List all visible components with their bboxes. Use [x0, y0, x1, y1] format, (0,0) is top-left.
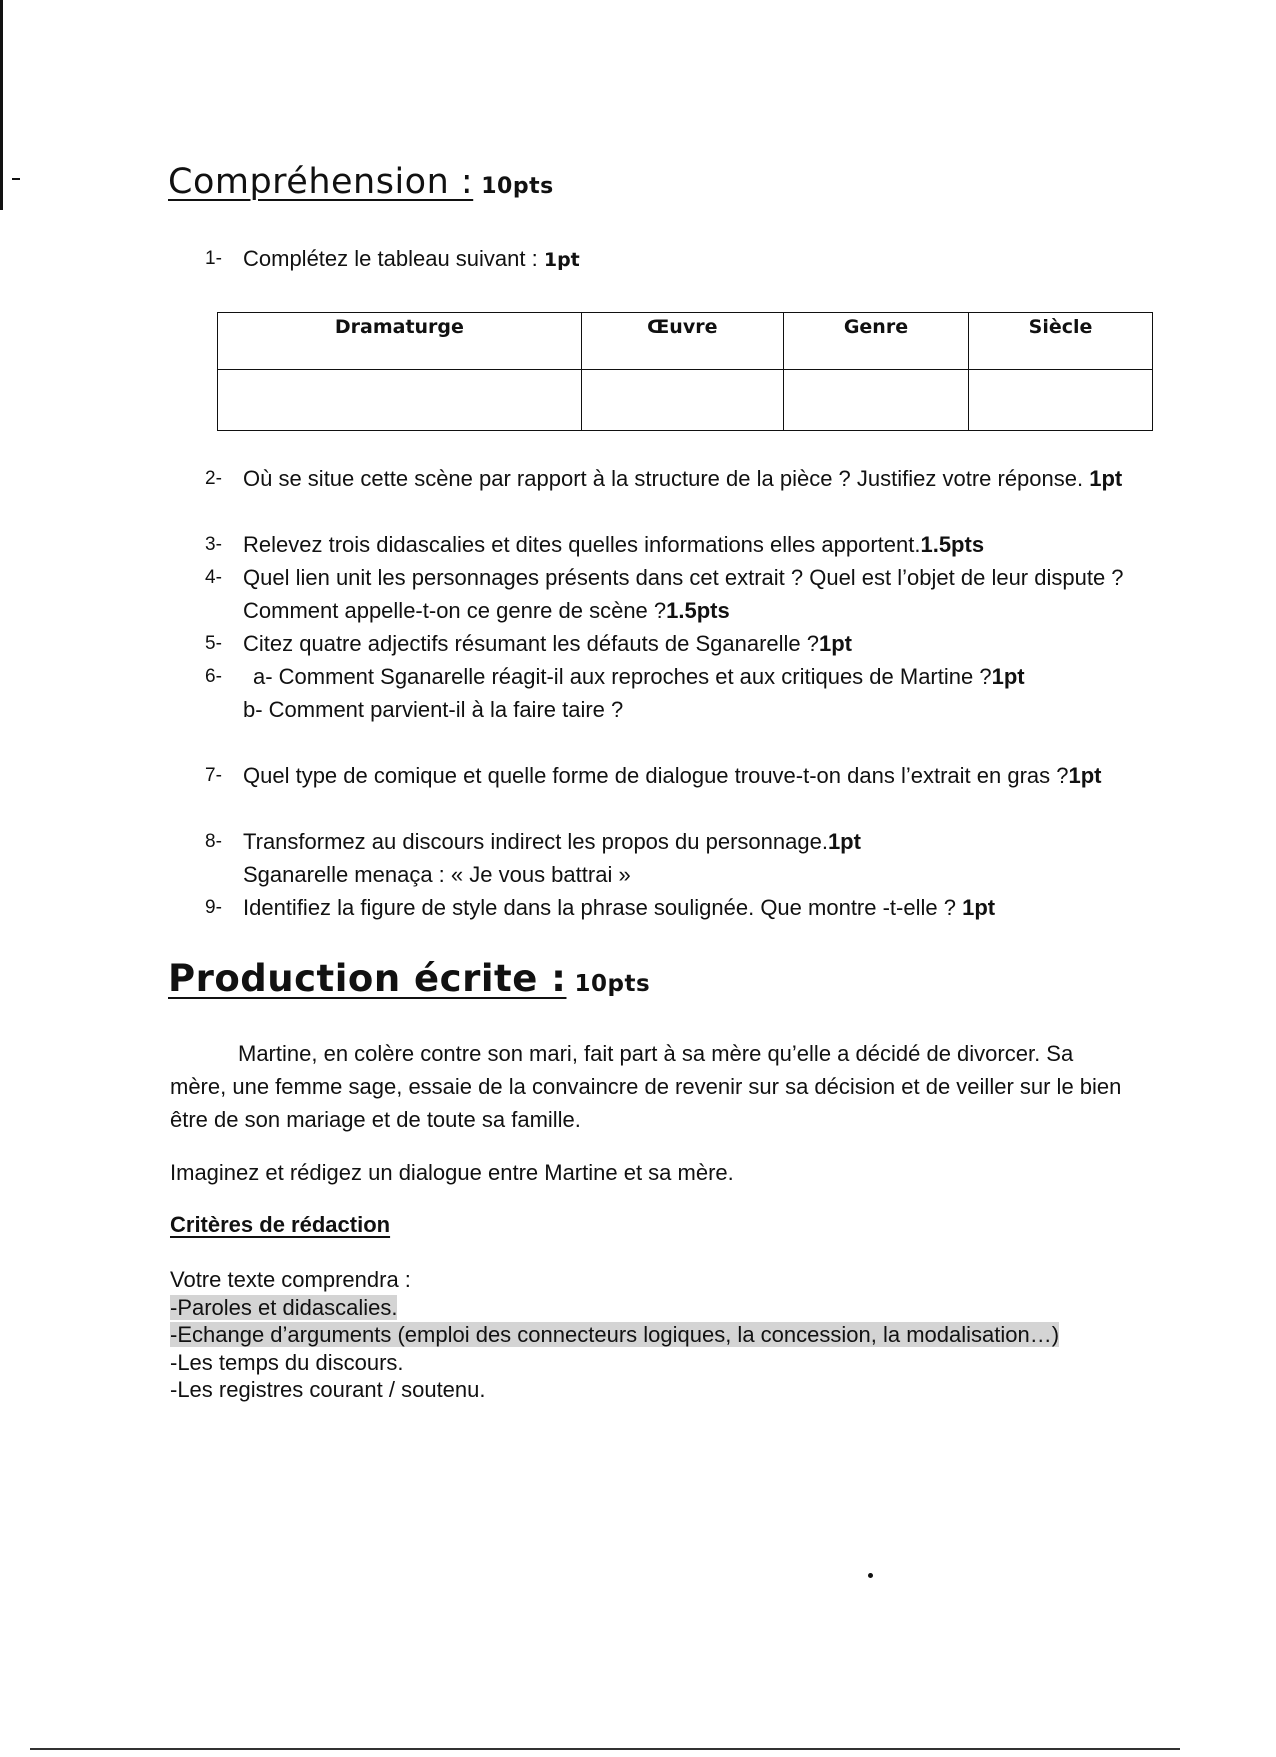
question-number: 3- [205, 534, 222, 555]
question-1 [205, 243, 1145, 277]
production-points: 10pts [574, 971, 651, 997]
comprehension-title-text: Compréhension : [168, 162, 474, 202]
criteria-list [170, 1266, 1130, 1404]
question-text: Citez quatre adjectifs résumant les défauts de Sganarelle ? [243, 631, 819, 656]
question-3 [205, 529, 1145, 562]
question-number: 6- [205, 666, 222, 687]
question-number: 5- [205, 633, 222, 654]
question-points: 1.5pts [666, 597, 730, 623]
question-points: 1pt [827, 829, 861, 854]
table-cell[interactable] [581, 370, 783, 431]
question-number: 9- [205, 897, 222, 918]
question-points: 1.5pts [920, 532, 985, 557]
criteria-intro: Votre texte comprendra : [170, 1267, 411, 1292]
question-text: Identifiez la figure de style dans la phrase soulignée. Que montre -t-elle ? [243, 895, 956, 920]
question-quote: Sganarelle menaça : « Je vous battrai » [243, 861, 631, 887]
production-title [168, 957, 650, 1000]
question-subpart: b- Comment parvient-il à la faire taire ? [243, 696, 624, 722]
question-8 [205, 826, 1145, 891]
production-title-text: Production écrite : [168, 957, 567, 1000]
scan-mark [12, 178, 20, 180]
question-points: 1pt [1068, 763, 1102, 788]
criteria-item-text: -Echange d’arguments (emploi des connecteurs logiques, la concession, la modalisation…) [170, 1322, 1060, 1347]
question-text: Complétez le tableau suivant : [243, 246, 538, 271]
question-6 [205, 661, 1145, 726]
question-number: 4- [205, 567, 222, 588]
production-instruction: Imaginez et rédigez un dialogue entre Martine et sa mère. [170, 1160, 734, 1185]
question-5 [205, 628, 1145, 661]
criteria-item [170, 1294, 1130, 1322]
question-4 [205, 562, 1145, 627]
question-number: 8- [205, 831, 222, 852]
question-points: 1pt [962, 895, 996, 920]
comprehension-points: 10pts [481, 174, 554, 199]
criteria-item [170, 1321, 1130, 1349]
answer-table [217, 312, 1153, 431]
production-prompt: Martine, en colère contre son mari, fait part à sa mère qu’elle a décidé de divorcer. Sa mère, une femme sage, essaie de la convaincre de revenir sur sa décision et de veiller sur le bien être de son mariage et de toute sa famille. [170, 1041, 1122, 1132]
table-answer-row [218, 370, 1153, 431]
question-points: 1pt [991, 664, 1025, 689]
table-cell[interactable] [783, 370, 968, 431]
scan-speck [868, 1573, 873, 1578]
question-points: 1pt [543, 249, 580, 271]
table-header-row [218, 313, 1153, 370]
question-2 [205, 463, 1145, 496]
question-number: 7- [205, 765, 222, 786]
question-text: Transformez au discours indirect les propos du personnage. [243, 829, 828, 854]
criteria-item: -Les registres courant / soutenu. [170, 1377, 486, 1402]
question-text: Quel lien unit les personnages présents dans cet extrait ? Quel est l’objet de leur dispute ? Comment appelle-t-on ce genre de scène ? [243, 565, 1124, 623]
question-text: Où se situe cette scène par rapport à la structure de la pièce ? Justifiez votre réponse. [243, 466, 1084, 491]
table-header-dramaturge: Dramaturge [218, 313, 582, 370]
table-cell[interactable] [969, 370, 1153, 431]
question-text: Relevez trois didascalies et dites quelles informations elles apportent. [243, 532, 921, 557]
table-header-genre: Genre [783, 313, 968, 370]
question-points: 1pt [1089, 466, 1123, 491]
question-number: 2- [205, 468, 222, 489]
table-header-oeuvre: Œuvre [581, 313, 783, 370]
question-7 [205, 760, 1145, 793]
question-number: 1- [205, 248, 222, 269]
table-header-siecle: Siècle [969, 313, 1153, 370]
criteria-item: -Les temps du discours. [170, 1349, 404, 1375]
table-cell[interactable] [218, 370, 582, 431]
footer-line [30, 1748, 1180, 1750]
scan-edge [0, 0, 3, 210]
question-text: a- Comment Sganarelle réagit-il aux reproches et aux critiques de Martine ? [253, 664, 992, 689]
question-text: Quel type de comique et quelle forme de dialogue trouve-t-on dans l’extrait en gras ? [243, 763, 1069, 788]
comprehension-title [168, 162, 554, 202]
question-9 [205, 892, 1145, 925]
criteria-title: Critères de rédaction [170, 1212, 391, 1237]
criteria-item-text: -Paroles et didascalies. [170, 1294, 398, 1320]
question-points: 1pt [819, 631, 852, 656]
